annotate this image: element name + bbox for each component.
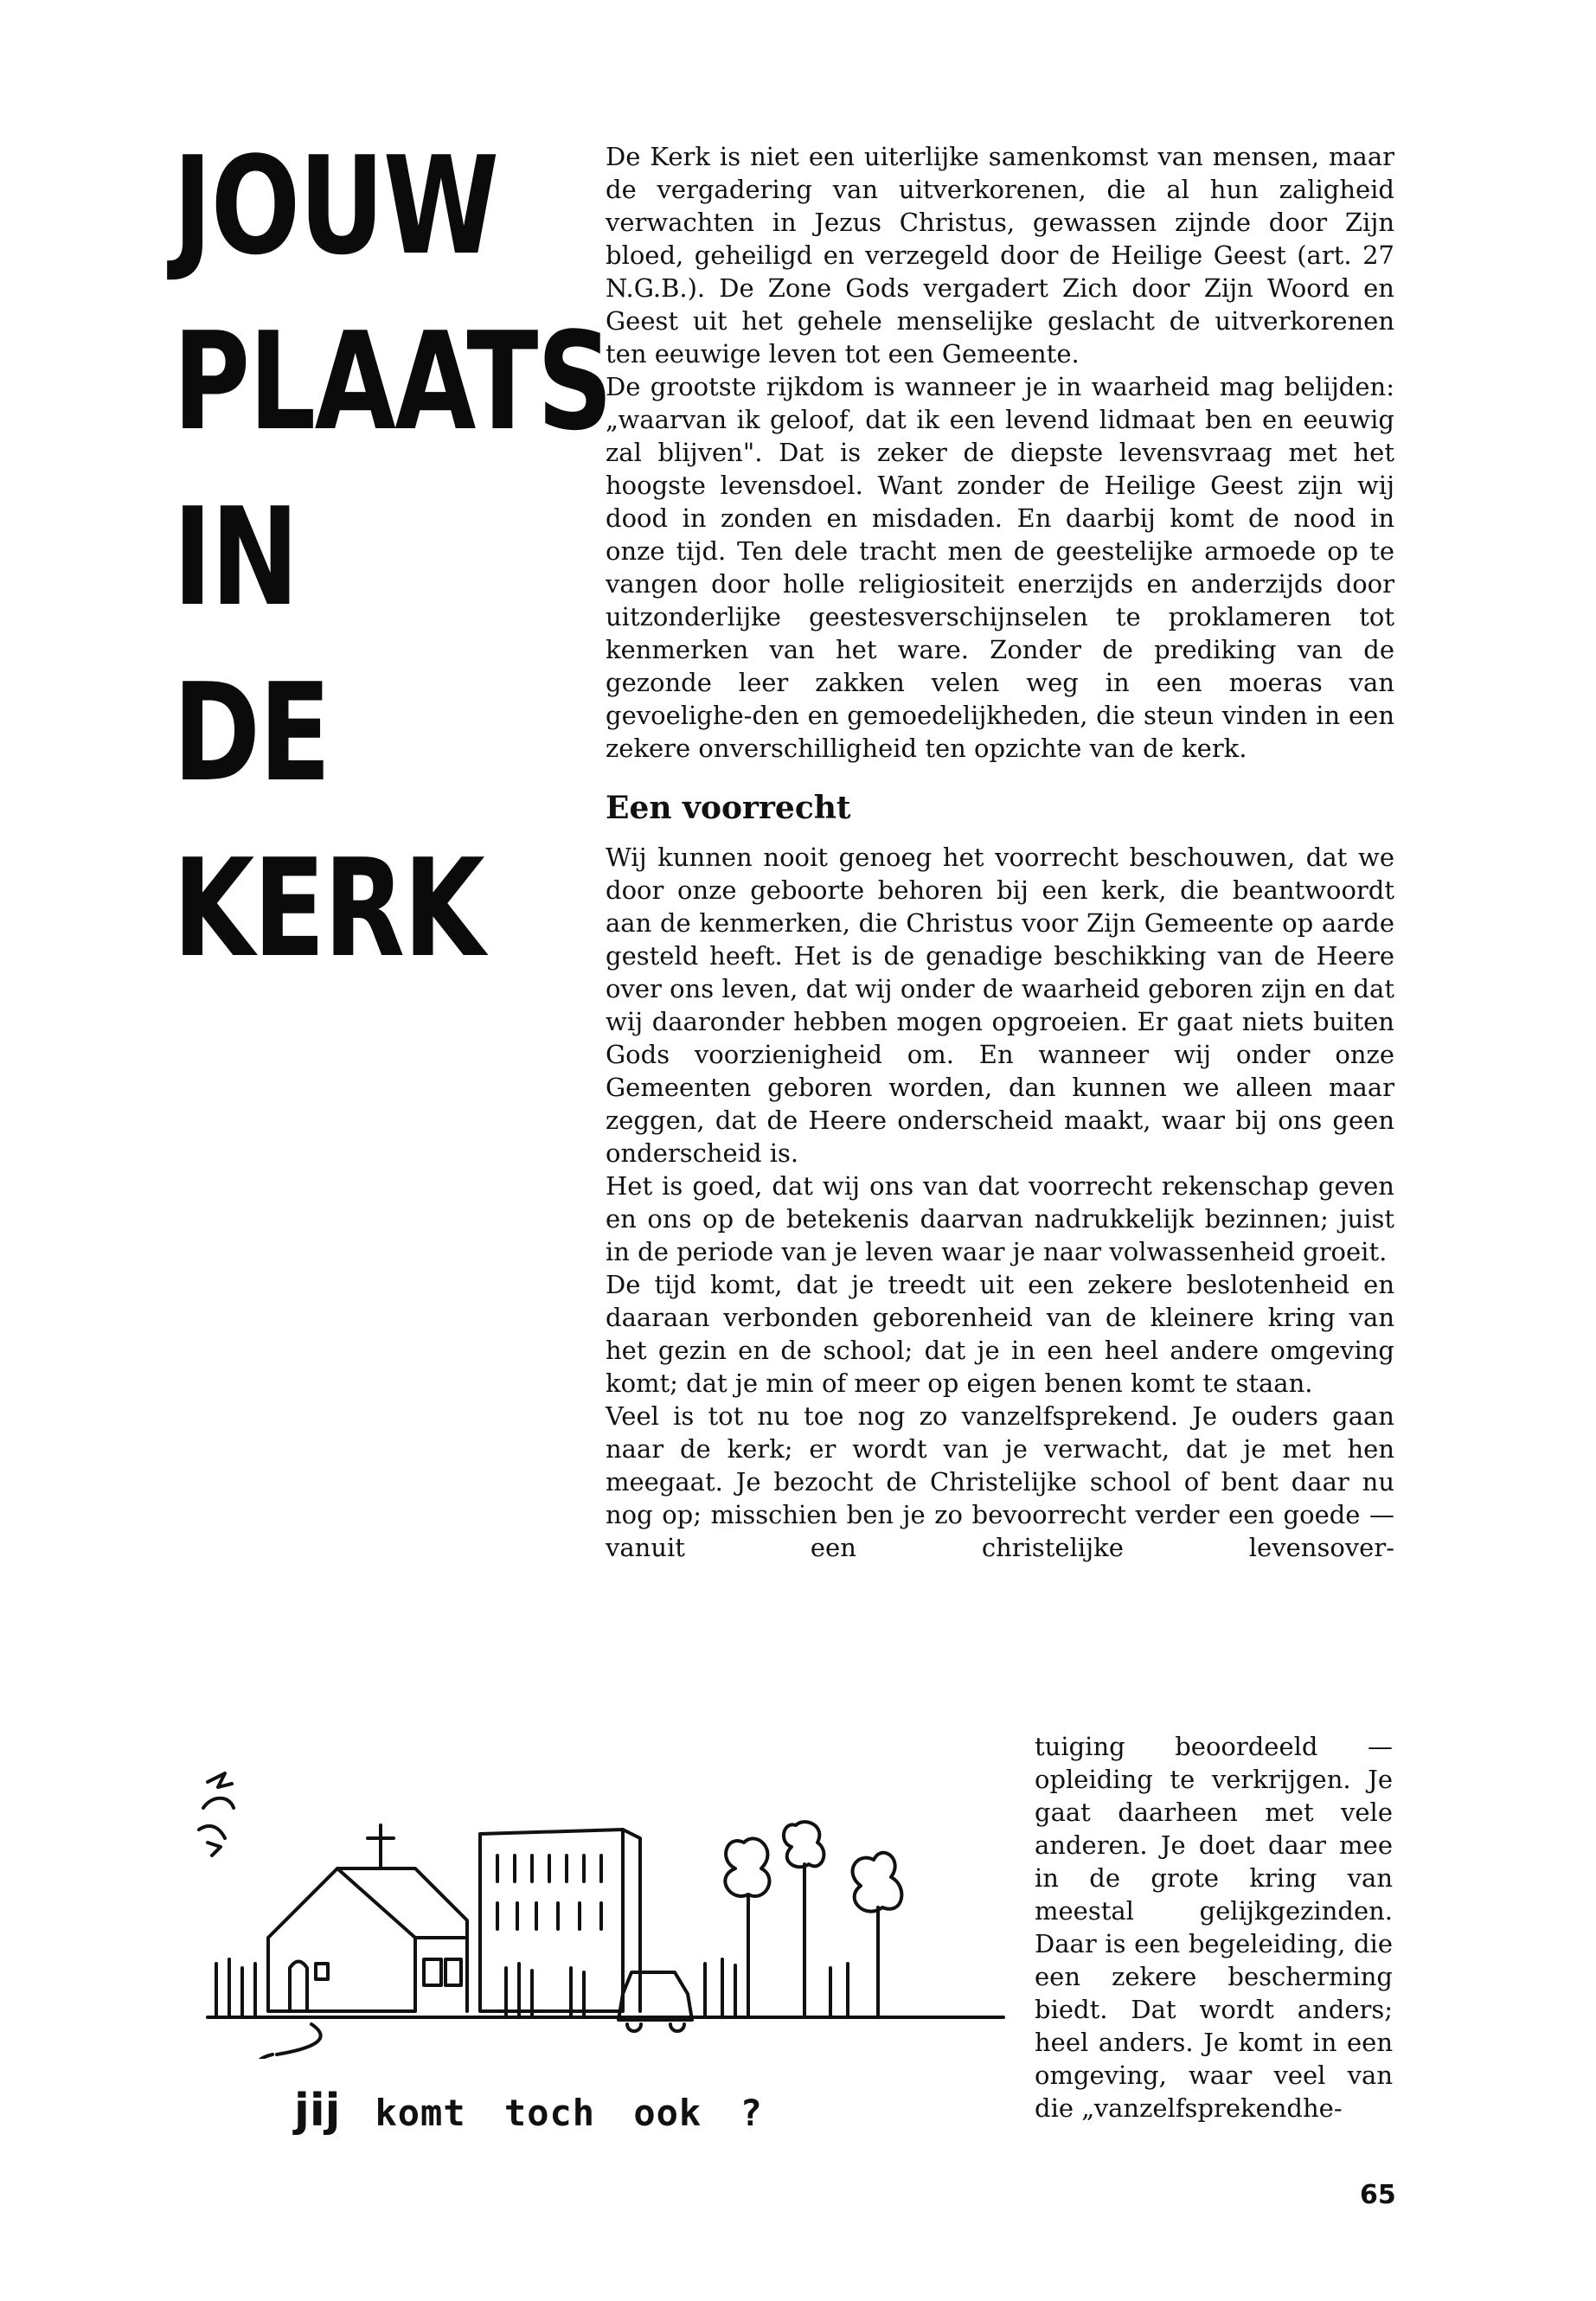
main-text-column (606, 140, 1394, 1564)
section-paragraph-2: Het is goed, dat wij ons van dat voorrecht rekenschap geven en ons op de betekenis daarvan nadrukkelijk bezinnen; juist in de periode van je leven waar je naar volwassenheid groeit. (606, 1171, 1394, 1266)
caption-first-word: jij (294, 2085, 341, 2137)
bird-scribble-icon (199, 1773, 234, 1856)
apartment-building-icon (480, 1830, 640, 2011)
narrow-text-column (1035, 1730, 1393, 2125)
section-paragraph-continuation: tuiging beoordeeld — opleiding te verkrijgen. Je gaat daarheen met vele anderen. Je doet daar mee in de grote kring van meestal gelijkgezinden. Daar is een begeleiding, die een zekere bescherming biedt. Dat wordt anders; heel anders. Je komt in een omgeving, waar veel van die „vanzelfsprekendhe- (1035, 1732, 1393, 2123)
title-word-4: DE (173, 654, 330, 811)
section-paragraph-1: Wij kunnen nooit genoeg het voorrecht beschouwen, dat we door onze geboorte behoren bij een kerk, die beantwoordt aan de kenmerken, die Christus voor Zijn Gemeente op aarde gesteld heeft. Het is de genadige beschikking van de Heere over ons leven, dat wij onder de waarheid geboren zijn en dat wij daaronder hebben mogen opgroeien. Er gaat niets buiten Gods voorzienigheid om. En wanneer wij onder onze Gemeenten geboren worden, dan kunnen we alleen maar zeggen, dat de Heere onderscheid maakt, waar bij ons geen onderscheid is. (606, 843, 1394, 1168)
intro-paragraph-2: De grootste rijkdom is wanneer je in waarheid mag belijden: „waarvan ik geloof, dat ik een levend lidmaat ben en eeuwig zal blijven". Dat is zeker de diepste levensvraag met het hoogste levensdoel. Want zonder de Heilige Geest zijn wij dood in zonden en misdaden. En daarbij komt de nood in onze tijd. Ten dele tracht men de geestelijke armoede op te vangen door holle religiositeit enerzijds en anderzijds door uitzonderlijke geestesverschijnselen te proklameren tot kenmerken van het ware. Zonder de prediking van de gezonde leer zakken velen weg in een moeras van gevoelighe-den en gemoedelijkheden, die steun vinden in een zekere onverschilligheid ten opzichte van de kerk. (606, 372, 1394, 763)
illustration-caption (294, 2085, 763, 2137)
page-number: 65 (1360, 2180, 1396, 2210)
people-icon (216, 1959, 848, 2016)
church-icon (268, 1825, 467, 2011)
title-word-1: JOUW (173, 127, 498, 285)
title-word-5: KERK (173, 830, 484, 987)
article-title (173, 127, 612, 1016)
section-paragraph-3: De tijd komt, dat je treedt uit een zekere beslotenheid en daaraan verbonden geborenheid van de kleinere kring van het gezin en de school; dat je in een heel andere omgeving komt; dat je min of meer op eigen benen komt te staan. (606, 1270, 1394, 1398)
section-heading: Een voorrecht (606, 790, 851, 826)
intro-paragraph-1: De Kerk is niet een uiterlijke samenkomst van mensen, maar de vergadering van uitverkorenen, die al hun zaligheid verwachten in Jezus Christus, gewassen zijnde door Zijn bloed, geheiligd en verzegeld door de Heilige Geest (art. 27 N.G.B.). De Zone Gods vergadert Zich door Zijn Woord en Geest uit het gehele menselijke geslacht de uitverkorenen ten eeuwige leven tot een Gemeente. (606, 142, 1394, 369)
title-word-2: PLAATS (173, 303, 612, 460)
car-icon (619, 1972, 692, 2031)
section-paragraph-4: Veel is tot nu toe nog zo vanzelfsprekend. Je ouders gaan naar de kerk; er wordt van je verwacht, dat je met hen meegaat. Je bezocht de Christelijke school of bent daar nu nog op; misschien ben je zo bevoorrecht verder een goede — vanuit een christelijke levensover- (606, 1401, 1394, 1562)
title-word-3: IN (173, 478, 298, 636)
path-squiggle (258, 2024, 321, 2059)
caption-rest: komt toch ook ? (375, 2092, 763, 2134)
street-sketch-illustration (190, 1765, 1021, 2059)
tree-icon (725, 1822, 901, 2016)
